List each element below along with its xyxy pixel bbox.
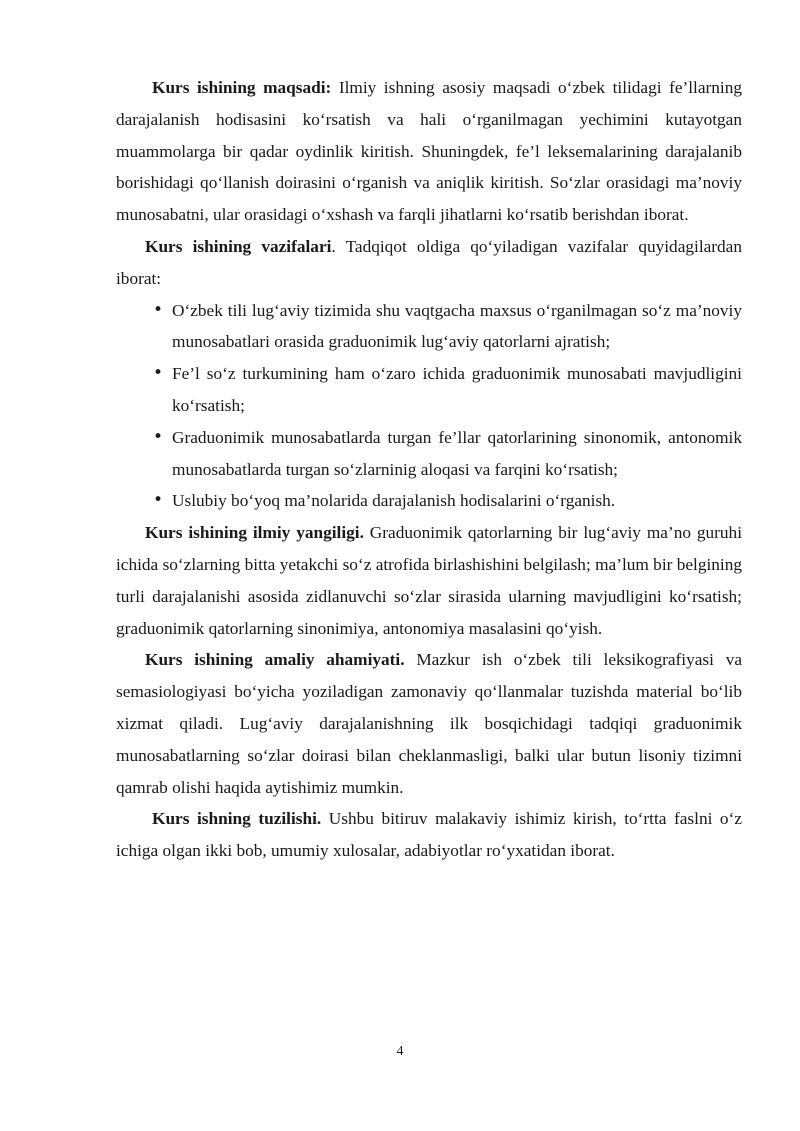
list-item: • O‘zbek tili lug‘aviy tizimida shu vaqtgacha maxsus o‘rganilmagan so‘z ma’noviy munosabatlari orasida graduonimik lug‘aviy qatorlarni ajratish; xyxy=(172,295,742,359)
tasks-list xyxy=(116,295,742,518)
tasks-heading: Kurs ishining vazifalari xyxy=(145,236,332,256)
purpose-text: Ilmiy ishning asosiy maqsadi o‘zbek tilidagi fe’llarning darajalanish hodisasini ko‘rsatish va hali o‘rganilmagan yechimini kutayotgan muammolarga bir qadar oydinlik kiritish. Shuningdek, fe’l leksemalarining darajalanib borishidagi qo‘llanish doirasini o‘rganish va aniqlik kiritish. So‘zlar orasidagi ma’noviy munosabatni, ular orasidagi o‘xshash va farqli jihatlarni ko‘rsatib berishdan iborat. xyxy=(116,78,743,225)
tasks-text: . Tadqiqot oldiga qo‘yiladigan vazifalar quyidagilardan iborat: xyxy=(116,236,742,288)
list-item: • Uslubiy bo‘yoq ma’nolarida darajalanish hodisalarini o‘rganish. xyxy=(172,485,742,517)
tasks-paragraph xyxy=(116,231,742,295)
novelty-heading: Kurs ishining ilmiy yangiligi. xyxy=(145,523,364,543)
list-item: • Fe’l so‘z turkumining ham o‘zaro ichida graduonimik munosabati mavjudligini ko‘rsatish; xyxy=(172,358,742,422)
list-item: • Graduonimik munosabatlarda turgan fe’llar qatorlarining sinonomik, antonomik munosabatlarda turgan so‘zlarninig aloqasi va farqini ko‘rsatish; xyxy=(172,422,742,486)
document-body xyxy=(116,72,742,867)
structure-text: Ushbu bitiruv malakaviy ishimiz kirish, to‘rtta faslni o‘z ichiga olgan ikki bob, umumiy xulosalar, adabiyotlar ro‘yxatidan iborat. xyxy=(116,809,742,861)
practical-heading: Kurs ishining amaliy ahamiyati. xyxy=(145,650,405,670)
structure-heading: Kurs ishning tuzilishi. xyxy=(152,809,322,829)
purpose-paragraph xyxy=(116,72,742,231)
practical-paragraph xyxy=(116,644,742,803)
purpose-heading: Kurs ishining maqsadi: xyxy=(152,78,332,97)
novelty-text: Graduonimik qatorlarning bir lug‘aviy ma’no guruhi ichida so‘zlarning bitta yetakchi so‘z atrofida birlashishini belgilash; ma’lum bir belgining turli darajalanishi asosida zidlanuvchi so‘zlar sirasida ularning mavjudligini ko‘rsatish; graduonimik qatorlarning sinonimiya, antonomiya masalasini qo‘yish. xyxy=(116,523,742,638)
page-number: 4 xyxy=(396,1044,404,1059)
practical-text: Mazkur ish o‘zbek tili leksikografiyasi va semasiologiyasi bo‘yicha yoziladigan zamonaviy qo‘llanmalar tuzishda material bo‘lib xizmat qiladi. Lug‘aviy darajalanishning ilk bosqichidagi tadqiqi graduonimik munosabatlarning so‘zlar doirasi bilan cheklanmasligi, balki ular butun lisoniy tizimni qamrab olishi haqida aytishimiz mumkin. xyxy=(116,650,742,797)
structure-paragraph xyxy=(116,803,742,867)
novelty-paragraph xyxy=(116,517,742,644)
